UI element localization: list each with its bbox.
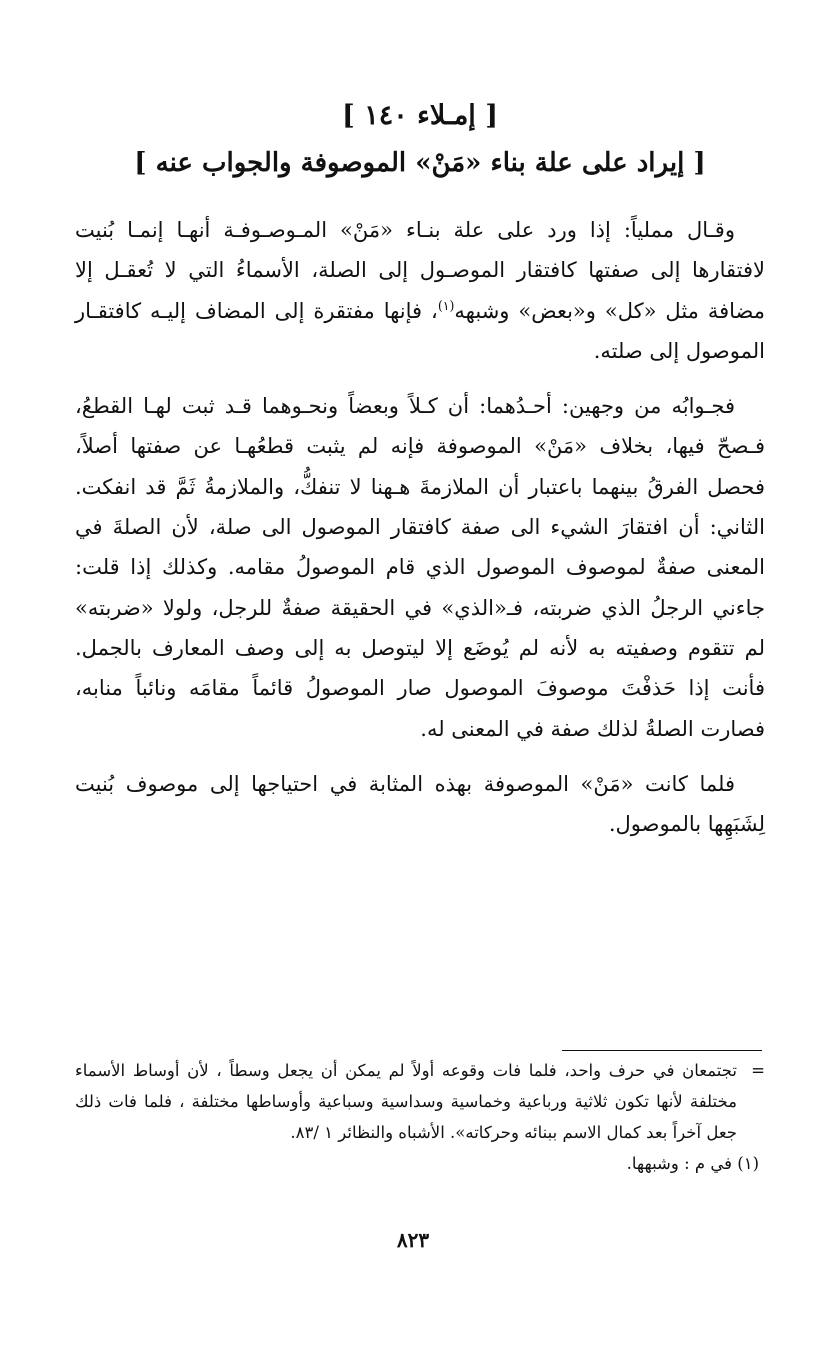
dictation-heading: [ إمـلاء ١٤٠ ]	[342, 100, 498, 131]
footnote-continuation-text: تجتمعان في حرف واحد، فلما فات وقوعه أولاً لم يمكن أن يجعل وسطاً ، لأن أوساط الأسماء مختلفة لأنها تكون ثلاثية ورباعية وخماسية وسداسية وسباعية وأوساطها مختلفة ، فلما فات ذلك جعل آخراً بعد كمال الاسم ببنائه وحركاته». الأشباه والنظائر ١ /٨٣.	[75, 1061, 737, 1142]
paragraph-1-text-b: ، فإنها مفتقرة إلى المضاف إليـه كافتقـار الموصول إلى صلته.	[75, 298, 765, 363]
continuation-mark: =	[751, 1061, 765, 1080]
section-title: [ إيراد على علة بناء «مَنْ» الموصوفة والجواب عنه ]	[134, 148, 706, 178]
footnote-divider	[562, 1050, 762, 1051]
footnotes-section	[75, 1055, 765, 1179]
page-number: ٨٢٣	[396, 1228, 430, 1252]
footnote-1: (١) في م : وشبهها.	[626, 1154, 759, 1173]
main-text	[75, 210, 765, 859]
paragraph-2: فجـوابُه من وجهين: أحـدُهما: أن كـلاً وبعضاً ونحـوهما قـد ثبت لهـا القطعُ، فـصحّ فيها، بخلاف «مَنْ» الموصوفة فإنه لم يثبت قطعُهـا عن صفتها أصلاً، فحصل الفرقُ بينهما باعتبار أن الملازمةَ هـهنا لا تنفكُّ، والملازمةُ ثَمَّ قد انفكت. الثاني: أن افتقارَ الشيء الى صفة كافتقار الموصول الى صلة، لأن الصلةَ في المعنى صفةٌ لموصوف الموصول الذي قام الموصولُ مقامه. وكذلك إذا قلت: جاءني الرجلُ الذي ضربته، فـ«الذي» في الحقيقة صفةٌ للرجل، ولولا «ضربته» لم تتقوم وصفيته به لأنه لم يُوضَع إلا ليتوصل به إلى وصف المعارف بالجمل. فأنت إذا حَذفْتَ موصوفَ الموصول صار الموصولُ قائماً مقامَه ونائباً منابه، فصارت الصلةُ لذلك صفة في المعنى له.	[75, 394, 765, 741]
footnote-continuation	[75, 1055, 765, 1148]
footnote-ref-1[interactable]: (١)	[437, 297, 455, 313]
paragraph-3: فلما كانت «مَنْ» الموصوفة بهذه المثابة في احتياجها إلى موصوف بُنيت لِشَبَهِها بالموصول.	[75, 771, 765, 837]
paragraph-1-text-a: وقـال مملياً: إذا ورد على علة بنـاء «مَنْ» المـوصـوفـة أنهـا إنمـا بُنيت لافتقارها إلى صفتها كافتقار الموصـول إلى الصلة، الأسماءُ التي لا تُعقـل إلا مضافة مثل «كل» و«بعض» وشبهه	[75, 218, 766, 323]
paragraph-1	[75, 210, 765, 371]
